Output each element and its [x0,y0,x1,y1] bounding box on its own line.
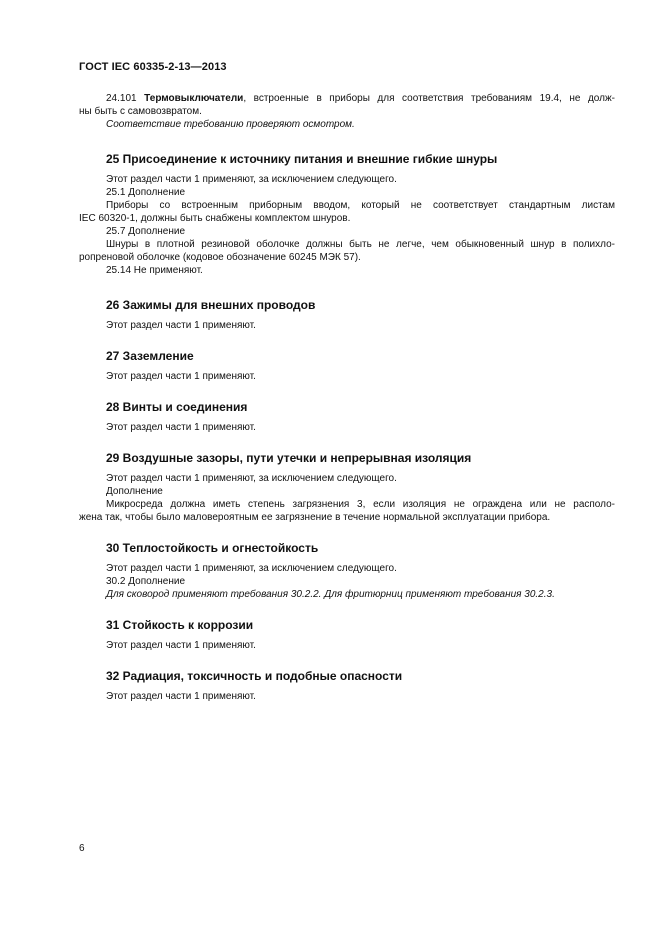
document-header: ГОСТ IEC 60335-2-13—2013 [79,61,227,73]
section-25-line: Приборы со встроенным приборным вводом, который не соответствует стандартным листам [106,200,615,211]
document-body [79,92,615,703]
section-29-heading: 29 Воздушные зазоры, пути утечки и непрерывная изоляция [106,451,472,465]
section-26-line: Этот раздел части 1 применяют. [106,320,256,331]
section-29-line: Этот раздел части 1 применяют, за исключением следующего. [106,473,397,484]
section-25-line: Шнуры в плотной резиновой оболочке должны быть не легче, чем обыкновенный шнур в полихло- [106,239,615,250]
section-25-heading: 25 Присоединение к источнику питания и внешние гибкие шнуры [106,152,498,166]
clause-24-101 [79,92,615,105]
section-25-line: ропреновой оболочке (кодовое обозначение 60245 МЭК 57). [79,252,361,263]
section-30-line: 30.2 Дополнение [106,576,186,587]
section-25-line: 25.7 Дополнение [106,226,186,237]
clause-number: 24.101 [106,93,145,104]
section-29-line: жена так, чтобы было маловероятным ее загрязнение в течение нормальной эксплуатации прибора. [79,512,551,523]
section-26-heading: 26 Зажимы для внешних проводов [106,298,316,312]
section-30-line: Этот раздел части 1 применяют, за исключением следующего. [106,563,397,574]
section-29-line: Микросреда должна иметь степень загрязнения 3, если изоляция не ограждена или не располо- [106,499,615,510]
section-31-heading: 31 Стойкость к коррозии [106,618,254,632]
compliance-note: Соответствие требованию проверяют осмотром. [106,119,355,130]
section-25-line: 25.14 Не применяют. [106,265,203,276]
clause-text: , встроенные в приборы для соответствия требованиям 19.4, не долж- [243,93,615,104]
page-number: 6 [79,843,85,854]
section-31-line: Этот раздел части 1 применяют. [106,640,256,651]
section-32-line: Этот раздел части 1 применяют. [106,691,256,702]
clause-24-101-cont: ны быть с самовозвратом. [79,106,202,117]
term-thermal-cutout: Термовыключатели [144,93,244,104]
section-28-heading: 28 Винты и соединения [106,400,248,414]
section-27-heading: 27 Заземление [106,349,194,363]
section-30-line: Для сковород применяют требования 30.2.2. Для фритюрниц применяют требования 30.2.3. [106,589,555,600]
section-29-line: Дополнение [106,486,163,497]
section-25-line: Этот раздел части 1 применяют, за исключением следующего. [106,174,397,185]
section-28-line: Этот раздел части 1 применяют. [106,422,256,433]
section-25-line: 25.1 Дополнение [106,187,186,198]
section-32-heading: 32 Радиация, токсичность и подобные опасности [106,669,403,683]
section-25-line: IEC 60320-1, должны быть снабжены комплектом шнуров. [79,213,351,224]
section-27-line: Этот раздел части 1 применяют. [106,371,256,382]
section-30-heading: 30 Теплостойкость и огнестойкость [106,541,319,555]
